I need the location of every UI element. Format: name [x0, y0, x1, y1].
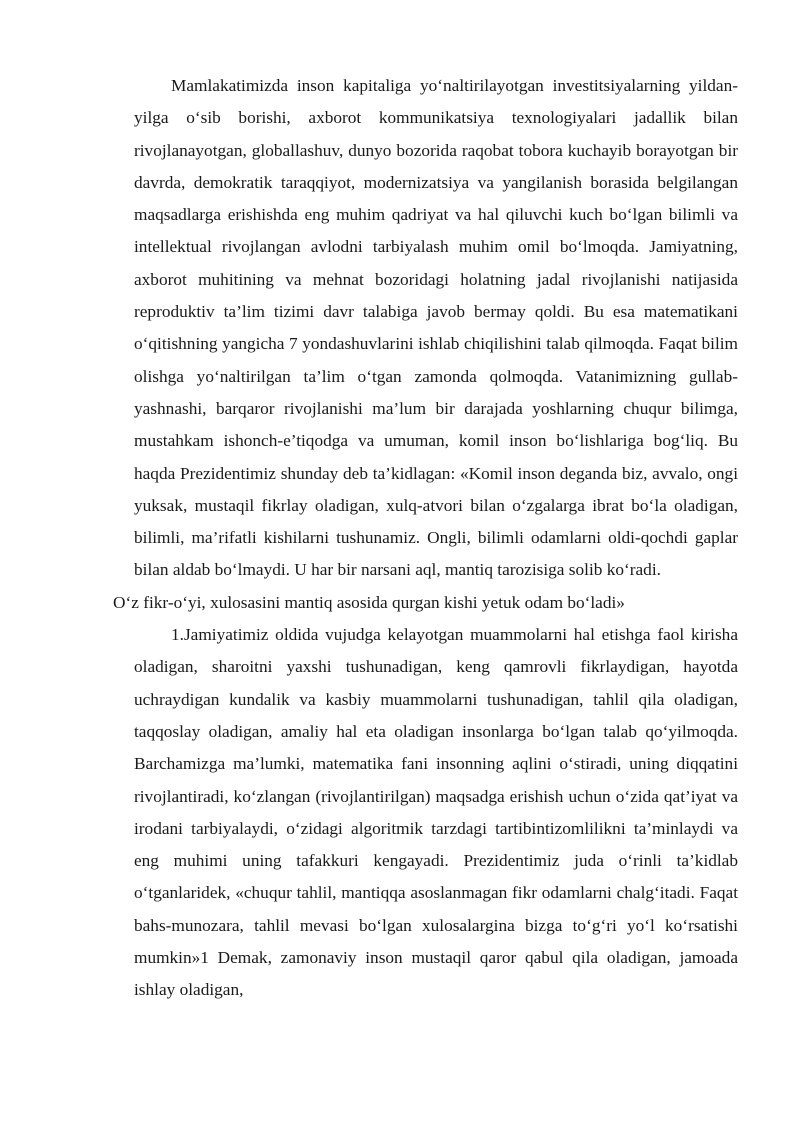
paragraph-numbered-1: 1.Jamiyatimiz oldida vujudga kelayotgan muammolarni hal etishga faol kirisha oladigan, sharoitni yaxshi tushunadigan, keng qamrovli fikrlaydigan, hayotda uchraydigan kundalik va kasbiy muammolarni tushunadigan, tahlil qila oladigan, taqqoslay oladigan, amaliy hal eta oladigan insonlarga bo‘lgan talab qo‘yilmoqda. Barchamizga ma’lumki, matematika fani insonning aqlini o‘stiradi, uning diqqatini rivojlantiradi, ko‘zlangan (rivojlantirilgan) maqsadga erishish uchun o‘zida qat’iyat va irodani tarbiyalaydi, o‘zidagi algoritmik tarzdagi tartibintizomlilikni ta’minlaydi va eng muhimi uning tafakkuri kengayadi. Prezidentimiz juda o‘rinli ta’kidlab o‘tganlaridek, «chuqur tahlil, mantiqqa asoslanmagan fikr odamlarni chalg‘itadi. Faqat bahs-munozara, tahlil mevasi bo‘lgan xulosalargina bizga to‘g‘ri yo‘l ko‘rsatishi mumkin»1 Demak, zamonaviy inson mustaqil qaror qabul qila oladigan, jamoada ishlay oladigan,	[134, 625, 738, 1000]
document-body	[113, 70, 738, 1007]
paragraph-quote-end: O‘z fikr-o‘yi, xulosasini mantiq asosida qurgan kishi yetuk odam bo‘ladi»	[113, 592, 625, 612]
paragraph-intro: Mamlakatimizda inson kapitaliga yo‘naltirilayotgan investitsiyalarning yildan-yilga o‘sib borishi, axborot kommunikatsiya texnologiyalari jadallik bilan rivojlanayotgan, globallashuv, dunyo bozorida raqobat tobora kuchayib borayotgan bir davrda, demokratik taraqqiyot, modernizatsiya va yangilanish borasida belgilangan maqsadlarga erishishda eng muhim qadriyat va hal qiluvchi kuch bo‘lgan bilimli va intellektual rivojlangan avlodni tarbiyalash muhim omil bo‘lmoqda. Jamiyatning, axborot muhitining va mehnat bozoridagi holatning jadal rivojlanishi natijasida reproduktiv ta’lim tizimi davr talabiga javob bermay qoldi. Bu esa matematikani o‘qitishning yangicha 7 yondashuvlarini ishlab chiqilishini talab qilmoqda. Faqat bilim olishga yo‘naltirilgan ta’lim o‘tgan zamonda qolmoqda. Vatanimizning gullab-yashnashi, barqaror rivojlanishi ma’lum bir darajada yoshlarning chuqur bilimga, mustahkam ishonch-e’tiqodga va umuman, komil inson bo‘lishlariga bog‘liq. Bu haqda Prezidentimiz shunday deb ta’kidlagan: «Komil inson deganda biz, avvalo, ongi yuksak, mustaqil fikrlay oladigan, xulq-atvori bilan o‘zgalarga ibrat bo‘la oladigan, bilimli, ma’rifatli kishilarni tushunamiz. Ongli, bilimli odamlarni oldi-qochdi gaplar bilan aldab bo‘lmaydi. U har bir narsani aql, mantiq tarozisiga solib ko‘radi.	[134, 76, 738, 580]
